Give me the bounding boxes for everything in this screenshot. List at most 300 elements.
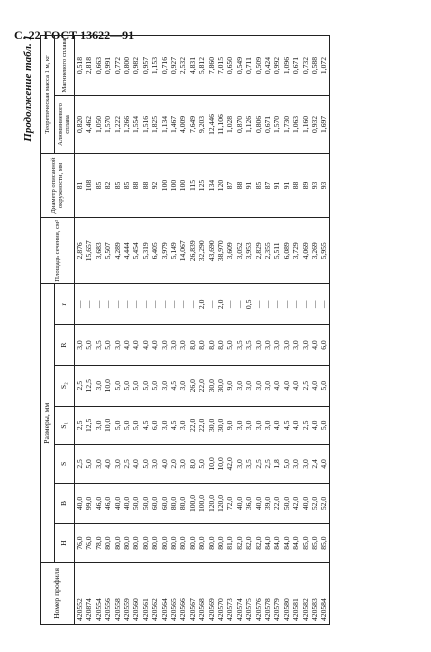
table-cell: 3,5 [234,340,244,350]
column-s2-values [74,365,329,406]
table-cell: 7,860 [206,56,216,75]
table-cell: 4,0 [291,420,301,431]
table-cell: 80,0 [168,536,178,550]
table-cell: 26,839 [187,240,197,262]
table-cell: 0,806 [253,115,263,133]
table-cell: 120,0 [206,494,216,513]
table-cell: 1,266 [121,115,131,133]
table-cell: 4,0 [319,459,329,469]
table-cell: 99,0 [84,496,94,511]
table-cell: 88 [131,181,141,190]
column-mass-magnesium-values [74,36,329,96]
continuation-label: Продолжение табл. 1 [22,35,34,142]
table-cell: 2,0 [215,299,225,310]
table-cell: 8,0 [187,340,197,350]
table-cell: 1,126 [244,115,254,133]
table-cell: 80,0 [112,536,122,550]
column-header-r-large: R [54,325,74,366]
table-cell: 1,096 [281,56,291,75]
table-cell: 1,554 [131,115,141,133]
table-cell: 4,5 [168,380,178,391]
table-cell: 3,0 [263,340,272,350]
table-cell: 5,955 [319,242,329,260]
table-cell: 60,0 [150,496,160,511]
table-cell: 40,0 [300,496,310,511]
table-cell: 92 [150,181,160,190]
table-cell: 40,0 [112,496,122,511]
table-cell: 4,0 [272,420,282,431]
column-header-product: Номер профиля [41,562,75,624]
table-cell: 5,0 [281,459,291,469]
table-cell: 5,0 [112,420,122,431]
table-cell: 420556 [103,598,113,621]
table-cell: 420570 [215,598,225,621]
table-cell: 420559 [121,598,131,621]
table-cell: 115 [187,179,197,192]
column-r-small-values [74,284,329,325]
table-cell: 4,5 [168,420,178,431]
table-cell: — [159,300,169,309]
table-cell: 5,0 [225,340,235,350]
table-cell: 4,5 [140,420,150,431]
table-cell: — [263,300,272,309]
table-cell: 4,0 [272,380,282,391]
table-cell: 2,5 [253,459,263,469]
table-cell: 46,0 [93,496,103,511]
table-cell: — [84,300,94,309]
table-cell: 4,0 [159,459,169,469]
table-cell: 2,532 [178,56,188,75]
table-cell: 10,0 [206,457,216,471]
table-cell: 5,0 [121,420,131,431]
table-cell: 3,0 [300,459,310,469]
table-cell: 40,0 [253,496,263,511]
column-s1-values [74,406,329,445]
table-cell: 5,0 [121,380,131,391]
column-header-s1: S₁ [54,406,74,445]
table-cell: 91 [272,181,282,190]
table-cell: 30,0 [206,379,216,393]
column-header-b: B [54,483,74,524]
table-cell: 10,0 [103,379,113,393]
table-cell: 22,0 [197,379,207,393]
table-cell: 0,982 [131,56,141,75]
table-cell: 4,831 [187,56,197,75]
table-cell: 36,0 [244,496,254,511]
table-cell: 5,812 [197,56,207,75]
table-cell: 26,0 [187,379,197,393]
table-cell: 40,0 [74,496,84,511]
table-cell: 84,0 [272,536,282,550]
table-cell: 4,0 [310,420,320,431]
table-cell: 5,0 [150,380,160,391]
column-product-values [74,562,329,624]
table-cell: 3,0 [178,380,188,391]
table-cell: 85,0 [310,536,320,550]
table-cell: 420561 [140,598,150,621]
table-cell: — [272,300,282,309]
table-cell: 80,0 [168,496,178,511]
table-cell: 3,729 [291,242,301,260]
table-cell: 46,0 [103,496,113,511]
table-cell: 9,0 [225,420,235,431]
table-cell: 2,0 [197,299,207,310]
table-cell: 5,0 [131,380,141,391]
table-cell: 82,0 [244,536,254,550]
table-cell: 2,5 [263,459,272,469]
table-cell: 5,0 [131,420,141,431]
column-header-h: H [54,524,74,563]
table-cell: 72,0 [225,496,235,511]
table-cell: 1,134 [159,115,169,133]
table-cell: 4,0 [281,380,291,391]
table-cell: 420580 [281,598,291,621]
table-cell: — [234,300,244,309]
table-cell: — [187,300,197,309]
table-cell: 0,820 [74,115,84,133]
table-cell: 420567 [187,598,197,621]
table-cell: 5,0 [84,459,94,469]
table-cell: 4,289 [112,242,122,260]
table-cell: 88 [234,181,244,190]
table-cell: 30,0 [215,379,225,393]
table-cell: 420584 [319,598,329,621]
table-cell: 2,5 [74,420,84,431]
table-cell: 4,0 [291,380,301,391]
table-cell: 5,0 [103,340,113,350]
table-cell: 12,5 [84,418,94,432]
table-cell: 85,0 [319,536,329,550]
table-cell: 82,0 [253,536,263,550]
table-cell: 80,0 [215,536,225,550]
table-cell: 80,0 [206,536,216,550]
table-cell: 420564 [159,598,169,621]
table-cell: — [319,300,329,309]
table-cell: 0,992 [272,56,282,75]
table-cell: 5,319 [140,242,150,260]
column-diameter-values [74,153,329,217]
table-cell: 4,0 [310,340,320,350]
table-cell: 88 [291,181,301,190]
column-h-values [74,524,329,563]
table-cell: 3,0 [93,459,103,469]
table-cell: 3,0 [234,380,244,391]
table-cell: 1,222 [112,115,122,133]
table-cell: 0,711 [244,57,254,74]
table-cell: 91 [244,181,254,190]
table-cell: 80,0 [121,536,131,550]
table-cell: 2,829 [253,242,263,260]
table-cell: 0,991 [103,56,113,75]
table-cell: 1,028 [225,115,235,133]
table-cell: 4,0 [131,459,141,469]
table-cell: — [310,300,320,309]
table-cell: 100 [159,179,169,192]
column-header-mass-aluminium: Алюминиевого сплава [54,96,74,154]
table-cell: 108 [84,179,94,192]
table-cell: 420581 [291,598,301,621]
table-cell: 80,0 [178,536,188,550]
table-cell: 4,0 [121,340,131,350]
table-cell: 3,5 [93,340,103,350]
table-cell: 80,0 [103,536,113,550]
profile-table [40,35,330,625]
table-cell: 420575 [244,598,254,621]
table-cell: 0,957 [140,56,150,75]
table-cell: 1,467 [168,115,178,133]
table-cell: 80,0 [197,536,207,550]
table-cell: 420576 [253,598,263,621]
page-header: С. 22 ГОСТ 13622—91 [14,28,135,42]
table-cell: 7,015 [215,56,225,75]
table-cell: 5,0 [140,459,150,469]
table-cell: 5,0 [112,380,122,391]
table-cell: 0,800 [121,56,131,75]
table-cell: 4,0 [103,459,113,469]
table-cell: 3,0 [159,420,169,431]
table-cell: 0,549 [234,56,244,75]
table-cell: 42,0 [225,457,235,471]
table-cell: 88 [140,181,150,190]
table-cell: 85 [121,181,131,190]
table-cell: 3,0 [281,340,291,350]
table-cell: 420579 [272,598,282,621]
table-cell: 0,732 [300,56,310,75]
column-header-area: Площадь сечения, см² [41,218,75,284]
table-cell: — [74,300,84,309]
table-cell: 40,0 [234,496,244,511]
table-cell: 3,0 [263,420,272,431]
table-cell: 2,0 [168,459,178,469]
table-cell: 100 [178,179,188,192]
table-cell: 8,0 [197,340,207,350]
table-cell: 0,671 [291,56,301,75]
table-cell: 420573 [225,598,235,621]
table-cell: 0,870 [234,115,244,133]
table-cell: 3,0 [291,459,301,469]
table-cell: 50,0 [281,496,291,511]
table-cell: 420560 [131,598,141,621]
table-cell: 1,697 [319,115,329,133]
table-cell: 420554 [93,598,103,621]
table-cell: 14,067 [178,240,188,262]
table-cell: 84,0 [281,536,291,550]
column-area-values [74,218,329,284]
table-cell: 420566 [178,598,188,621]
table-cell: — [206,300,216,309]
table-cell: 125 [197,179,207,192]
table-cell: 420568 [197,598,207,621]
table-cell: 1,825 [150,115,160,133]
table-cell: 80,0 [140,536,150,550]
table-cell: 1,730 [281,115,291,133]
table-cell: 6,0 [150,420,160,431]
column-s-values [74,445,329,484]
table-cell: 3,0 [178,340,188,350]
table-cell: 80,0 [187,536,197,550]
table-cell: 3,0 [93,420,103,431]
table-cell: 5,511 [272,242,282,260]
table-cell: 8,0 [187,459,197,469]
table-cell: 1,160 [300,115,310,133]
table-cell: 3,0 [168,340,178,350]
table-cell: 0,663 [93,56,103,75]
table-cell: 420565 [168,598,178,621]
table-cell: 3,0 [74,340,84,350]
table-cell: 6,0 [319,340,329,350]
table-cell: 84,0 [263,536,272,550]
table-cell: 6,405 [150,242,160,260]
table-cell: 0,424 [263,56,272,75]
table-cell: — [121,300,131,309]
table-cell: 3,052 [234,242,244,260]
table-cell: 4,0 [131,340,141,350]
table-cell: 39,0 [263,496,272,511]
table-cell: 0,927 [168,56,178,75]
table-cell: 4,069 [300,242,310,260]
table-cell: 3,609 [225,242,235,260]
table-cell: 3,0 [291,340,301,350]
table-cell: 3,0 [244,420,254,431]
table-cell: 3,0 [272,340,282,350]
table-cell: 0,509 [253,56,263,75]
table-cell: 3,953 [244,242,254,260]
table-cell: 5,507 [103,242,113,260]
table-cell: 100,0 [187,494,197,513]
table-cell: 43,690 [206,240,216,262]
table-cell: 1,570 [103,115,113,133]
table-cell: 8,0 [215,340,225,350]
table-cell: 30,0 [215,418,225,432]
table-cell: — [112,300,122,309]
table-cell: — [103,300,113,309]
table-cell: 4,444 [121,242,131,260]
table-cell: 5,0 [197,459,207,469]
table-cell: 0,650 [225,56,235,75]
table-cell: 11,106 [215,114,225,135]
table-cell: 1,072 [319,56,329,75]
table-cell: 420558 [112,598,122,621]
table-cell: 9,203 [197,115,207,133]
table-cell: 420569 [206,598,216,621]
table-cell: — [150,300,160,309]
table-cell: — [140,300,150,309]
table-cell: 3,0 [234,420,244,431]
table-cell: 40,0 [121,496,131,511]
column-b-values [74,483,329,524]
table-cell: 3,0 [234,459,244,469]
table-cell: 9,0 [225,380,235,391]
table-cell: 120 [215,179,225,192]
table-cell: 12,446 [206,114,216,135]
table-cell: 4,0 [310,380,320,391]
table-cell: 0,932 [310,115,320,133]
table-cell: 60,0 [159,496,169,511]
table-cell: 50,0 [140,496,150,511]
table-cell: 22,0 [187,418,197,432]
table-cell: 76,0 [74,536,84,550]
table-cell: 134 [206,179,216,192]
table-cell: 420552 [74,598,84,621]
table-cell: 420583 [310,598,320,621]
table-cell: 420582 [300,598,310,621]
table-cell: 4,0 [150,340,160,350]
column-header-dimensions: Размеры, мм [41,284,55,562]
table-cell: 1,570 [272,115,282,133]
table-cell: 0,518 [74,56,84,75]
column-header-r-small: r [54,284,74,325]
table-cell: 3,0 [263,380,272,391]
table-cell: 3,0 [159,380,169,391]
table-cell: 3,0 [178,420,188,431]
table-cell: 1,063 [291,115,301,133]
table-cell: 3,0 [253,420,263,431]
table-cell: 81 [74,181,84,190]
table-cell: 3,0 [178,459,188,469]
table-cell: 12,5 [84,379,94,393]
table-cell: — [93,300,103,309]
table-cell: 50,0 [131,496,141,511]
table-cell: 5,149 [168,242,178,260]
table-cell: 85 [93,181,103,190]
table-cell: 5,0 [84,340,94,350]
table-cell: 4,462 [84,115,94,133]
table-cell: 120,0 [215,494,225,513]
table-cell: 100 [168,179,178,192]
table-cell: — [300,300,310,309]
table-cell: 93 [319,181,329,190]
table-cell: 93 [310,181,320,190]
table-cell: 1,050 [93,115,103,133]
table-cell: 15,657 [84,240,94,262]
table-cell: 0,671 [263,115,272,133]
table-cell: 0,772 [112,56,122,75]
table-cell: 82 [103,181,113,190]
table-cell: 78,0 [93,536,103,550]
table-cell: 3,0 [150,459,160,469]
table-cell: 3,0 [112,340,122,350]
table-cell: 0,588 [310,56,320,75]
table-cell: 3,0 [300,340,310,350]
table-cell: 1,8 [272,459,282,469]
table-cell: 2,5 [300,380,310,391]
table-cell: 5,454 [131,242,141,260]
table-cell: 52,0 [319,496,329,511]
table-cell: 22,0 [197,418,207,432]
table-cell: 2,876 [74,242,84,260]
table-cell: 420562 [150,598,160,621]
table-cell: — [225,300,235,309]
column-mass-aluminium-values [74,96,329,154]
table-cell: 10,0 [215,457,225,471]
table-cell: 85,0 [300,536,310,550]
table-cell: 82,0 [234,536,244,550]
table-cell: 3,0 [253,340,263,350]
table-cell: 2,5 [74,459,84,469]
table-cell: 2,4 [310,459,320,469]
column-header-mass: Теоретическая масса 1 м, кг [41,36,55,154]
table-cell: 0,5 [244,299,254,310]
table-cell: 420574 [234,598,244,621]
table-cell: 5,0 [319,380,329,391]
column-header-mass-magnesium: Магниевого сплава [54,36,74,96]
table-cell: 76,0 [84,536,94,550]
column-r-large-values [74,325,329,366]
table-cell: 22,0 [272,496,282,511]
table-cell: 3,269 [310,242,320,260]
table-cell: 2,5 [74,380,84,391]
table-cell: 4,5 [281,420,291,431]
